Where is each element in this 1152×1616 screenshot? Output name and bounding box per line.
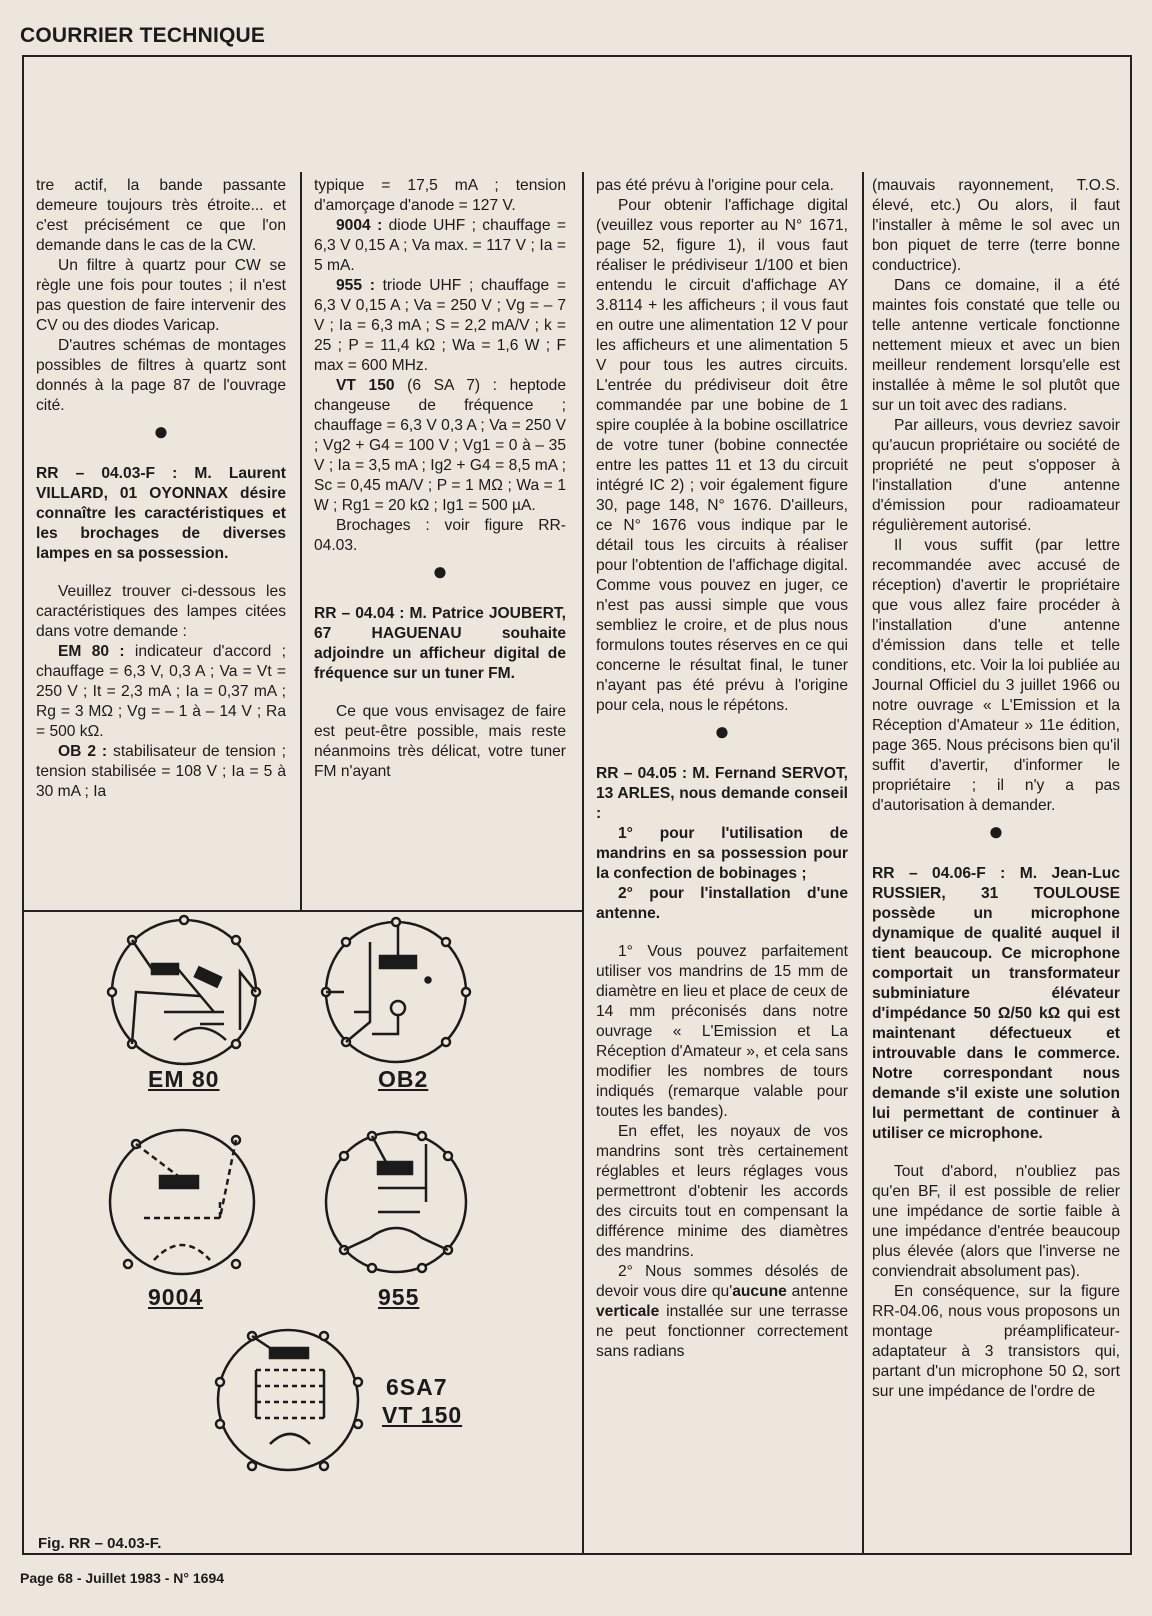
figure-caption: Fig. RR – 04.03-F.: [38, 1535, 162, 1552]
c3-paragraph: En effet, les noyaux de vos mandrins sont très certainement réglables et leurs réglages vous permettront d'obtenir les accords des circuits tout en compensant la différence minime des diamètres des mandrins.: [596, 1123, 848, 1260]
column-4: [872, 176, 1120, 1548]
column-1: [36, 176, 286, 904]
tube-spec-text: triode UHF ; chauffage = 6,3 V 0,15 A ; Va = 250 V ; Vg = – 7 V ; Ia = 6,3 mA ; S = 2,2 mA/V ; k = 25 ; P = 11,4 kΩ ; Wa = 1,6 W ; F max = 600 MHz.: [314, 277, 566, 374]
question-rr-04-03: RR – 04.03-F : M. Laurent VILLARD, 01 OYONNAX désire connaître les caractéristiques et les brochages de diverses lampes en sa possession.: [36, 465, 286, 562]
column-divider-1: [300, 172, 302, 912]
separator-bullet: ●: [153, 416, 169, 446]
tube-name: EM 80 :: [58, 643, 125, 660]
c4-paragraph: (mauvais rayonnement, T.O.S. élevé, etc.) Ou alors, il faut l'installer à même le sol avec un bon piquet de terre (terre bonne conductrice).: [872, 177, 1120, 274]
9004-pinout-diagram: [110, 1130, 254, 1274]
tube-diagrams-svg: [24, 912, 582, 1552]
text-run: installée sur une terrasse ne peut fonctionner correctement sans radians: [596, 1303, 848, 1360]
tube-spec-em80: [36, 642, 286, 742]
question-rr-04-05: RR – 04.05 : M. Fernand SERVOT, 13 ARLES, nous demande conseil :: [596, 765, 848, 822]
6sa7-label: 6SA7: [386, 1374, 448, 1400]
page-header-title: COURRIER TECHNIQUE: [20, 24, 266, 47]
question-item-1: 1° pour l'utilisation de mandrins en sa possession pour la confection de bobinages ;: [596, 825, 848, 882]
c2-paragraph: typique = 17,5 mA ; tension d'amorçage d'anode = 127 V.: [314, 177, 566, 214]
tube-name: VT 150: [336, 377, 395, 394]
text-run: antenne: [786, 1283, 848, 1300]
c4-paragraph: En conséquence, sur la figure RR-04.06, nous vous proposons un montage préamplificateur-adaptateur à 3 transistors qui, partant d'un microphone 50 Ω, sort sur une impédance de l'ordre de: [872, 1283, 1120, 1400]
c2-paragraph: Ce que vous envisagez de faire est peut-être possible, mais reste néanmoins très délicat, votre tuner FM n'ayant: [314, 703, 566, 780]
column-divider-3: [862, 172, 864, 1555]
column-2: [314, 176, 566, 904]
ob2-pinout-diagram: [322, 918, 470, 1062]
em80-label: EM 80: [148, 1066, 220, 1092]
question-rr-04-04: RR – 04.04 : M. Patrice JOUBERT, 67 HAGUENAU souhaite adjoindre un afficheur digital de fréquence sur un tuner FM.: [314, 605, 566, 682]
9004-label: 9004: [148, 1284, 204, 1310]
question-rr-04-06: RR – 04.06-F : M. Jean-Luc RUSSIER, 31 TOULOUSE possède un microphone dynamique de qualité auquel il tient beaucoup. Ce microphone comportait un transformateur subminiature élévateur d'impédance 50 Ω/50 kΩ qui est maintenant défectueux et introuvable dans le commerce. Notre correspondant nous demande s'il existe une solution lui permettant de continuer à utiliser ce microphone.: [872, 865, 1120, 1142]
tube-spec-vt150: [314, 376, 566, 516]
c3-paragraph: pas été prévu à l'origine pour cela.: [596, 177, 834, 194]
955-pinout-diagram: [326, 1132, 466, 1272]
tube-spec-9004: [314, 216, 566, 276]
tube-spec-955: [314, 276, 566, 376]
c4-paragraph: Il vous suffit (par lettre recommandée avec accusé de réception) d'avertir le propriétaire que vous allez faire procéder à l'installation d'une antenne d'émission dans telle et telle conditions, etc. Voir la loi publiée au Journal Officiel du 3 juillet 1966 ou notre ouvrage « L'Emission et la Réception d'Amateur » 11e édition, page 365. Nous précisons bien qu'il suffit d'avertir, d'informer le propriétaire ; il n'y a pas d'autorisation à demander.: [872, 537, 1120, 814]
tube-spec-text: diode UHF ; chauffage = 6,3 V 0,15 A ; Va max. = 117 V ; Ia = 5 mA.: [314, 217, 566, 274]
c4-paragraph: Tout d'abord, n'oubliez pas qu'en BF, il est possible de relier une impédance de sortie faible à une impédance d'entrée beaucoup plus élevée (alors que l'inverse ne conviendrait absolument pas).: [872, 1163, 1120, 1280]
tube-name: OB 2 :: [58, 743, 108, 760]
text-run-bold: aucune: [732, 1283, 787, 1300]
c1-paragraph: Veuillez trouver ci-dessous les caractéristiques des lampes citées dans votre demande :: [36, 583, 286, 640]
c3-paragraph-antenna: [596, 1262, 848, 1362]
tube-spec-text: (6 SA 7) : heptode changeuse de fréquence ; chauffage = 6,3 V 0,3 A ; Va = 250 V ; Vg2 + G4 = 100 V ; Vg1 = 0 à – 35 V ; Ia = 3,5 mA ; Ig2 + G4 = 8,5 mA ; Sc = 0,45 mA/V ; P = 1 MΩ ; Wa = 1 W ; Rg1 = 20 kΩ ; Ig1 = 500 µA.: [314, 377, 566, 514]
c1-paragraph: Un filtre à quartz pour CW se règle une fois pour toutes ; il n'est pas question de faire intervenir des CV ou des diodes Varicap.: [36, 257, 286, 334]
vt150-label: VT 150: [382, 1402, 463, 1428]
955-label: 955: [378, 1284, 420, 1310]
em80-pinout-diagram: [108, 916, 260, 1064]
c2-paragraph: Brochages : voir figure RR-04.03.: [314, 517, 566, 554]
ob2-label: OB2: [378, 1066, 429, 1092]
6sa7-pinout-diagram: [216, 1330, 362, 1470]
separator-bullet: ●: [714, 716, 730, 746]
text-run: 2° Nous sommes désolés de devoir vous dire qu': [596, 1263, 848, 1300]
tube-pinout-figure: [24, 912, 582, 1552]
tube-spec-ob2: [36, 742, 286, 802]
separator-bullet: ●: [432, 556, 448, 586]
c3-paragraph: Pour obtenir l'affichage digital (veuillez vous reporter au N° 1671, page 52, figure 1), il vous faut réaliser le prédiviseur 1/100 et bien entendu le circuit d'affichage AY 3.8114 + les afficheurs ; il vous faut en outre une alimentation 12 V pour les afficheurs et une alimentation 5 V pour tous les autres circuits. L'entrée du prédiviseur doit être commandée par une bobine de 1 spire couplée à la bobine oscillatrice de votre tuner (bobine connectée entre les pattes 11 et 13 du circuit intégré IC 2) ; voir également figure 30, page 148, N° 1676. D'ailleurs, ce N° 1676 vous indique par le détail tous les circuits à réaliser pour l'obtention de l'affichage digital. Comme vous pouvez en juger, ce n'est pas aussi simple que vous sembliez le croire, et de plus nous formulons toutes réserves en ce qui concerne le résultat final, le tuner n'ayant pas été prévu à l'origine pour cela, nous le répétons.: [596, 197, 848, 714]
column-divider-2: [582, 172, 584, 1555]
page-footer: Page 68 - Juillet 1983 - N° 1694: [20, 1570, 225, 1586]
text-run-bold: verticale: [596, 1303, 660, 1320]
c4-paragraph: Dans ce domaine, il a été maintes fois constaté que telle ou telle antenne verticale fonctionne nettement mieux et avec un bien meilleur rendement lorsqu'elle est installée à même le sol plutôt que sur un toit avec des radians.: [872, 277, 1120, 414]
column-3: [596, 176, 848, 1548]
question-item-2: 2° pour l'installation d'une antenne.: [596, 885, 848, 922]
c1-paragraph: tre actif, la bande passante demeure toujours très étroite... et c'est précisément ce que l'on demande dans le cas de la CW.: [36, 177, 286, 254]
c1-paragraph: D'autres schémas de montages possibles de filtres à quartz sont donnés à la page 87 de l'ouvrage cité.: [36, 337, 286, 414]
tube-name: 9004 :: [336, 217, 383, 234]
tube-name: 955 :: [336, 277, 375, 294]
c4-paragraph: Par ailleurs, vous devriez savoir qu'aucun propriétaire ou société de propriété ne peut s'opposer à l'installation d'une antenne d'émission pour radioamateur régulièrement autorisé.: [872, 417, 1120, 534]
c3-paragraph: 1° Vous pouvez parfaitement utiliser vos mandrins de 15 mm de diamètre en lieu et place de ceux de 14 mm préconisés dans notre ouvrage « L'Emission et La Réception d'Amateur », et cela sans modifier les nombres de tours indiqués (remarque valable pour toutes les bandes).: [596, 943, 848, 1120]
separator-bullet: ●: [988, 816, 1004, 846]
tube-spec-text: stabilisateur de tension ; tension stabilisée = 108 V ; Ia = 5 à 30 mA ; Ia: [36, 743, 286, 800]
tube-spec-text: indicateur d'accord ; chauffage = 6,3 V, 0,3 A ; Va = Vt = 250 V ; It = 2,3 mA ; Ia = 0,37 mA ; Rg = 3 MΩ ; Vg = – 1 à – 14 V ; Ra = 500 kΩ.: [36, 643, 286, 740]
